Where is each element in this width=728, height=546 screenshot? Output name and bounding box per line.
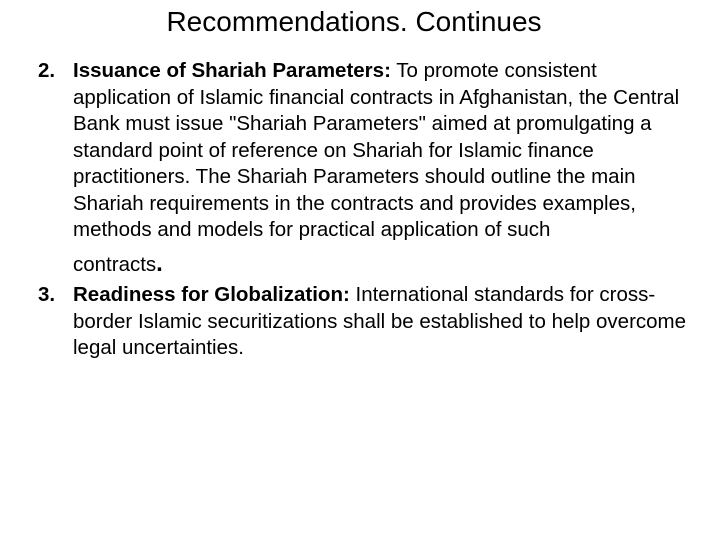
list-item [38,282,688,362]
item-tail-punct: . [156,249,163,277]
item-tail: contracts [73,252,157,276]
item-heading: Readiness for Globalization: [73,283,350,306]
recommendation-list [38,58,688,362]
item-heading: Issuance of Shariah Parameters: [73,59,391,82]
slide-title: Recommendations. Continues [166,6,542,37]
item-text: International standards for cross-border Islamic securitizations shall be established to help overcome legal uncertainties. [73,283,687,359]
item-text: To promote consistent application of Islamic financial contracts in Afghanistan, the Central Bank must issue "Shariah Parameters" aimed at promulgating a standard point of reference on Shariah for Islamic finance practitioners. The Shariah Parameters should outline the main Shariah requirements in the contracts and provides examples, methods and models for practical application of such [73,59,680,241]
item-number: 3. [38,283,56,306]
item-tail-line [73,251,688,279]
item-number: 2. [38,59,56,82]
list-item [38,58,688,278]
